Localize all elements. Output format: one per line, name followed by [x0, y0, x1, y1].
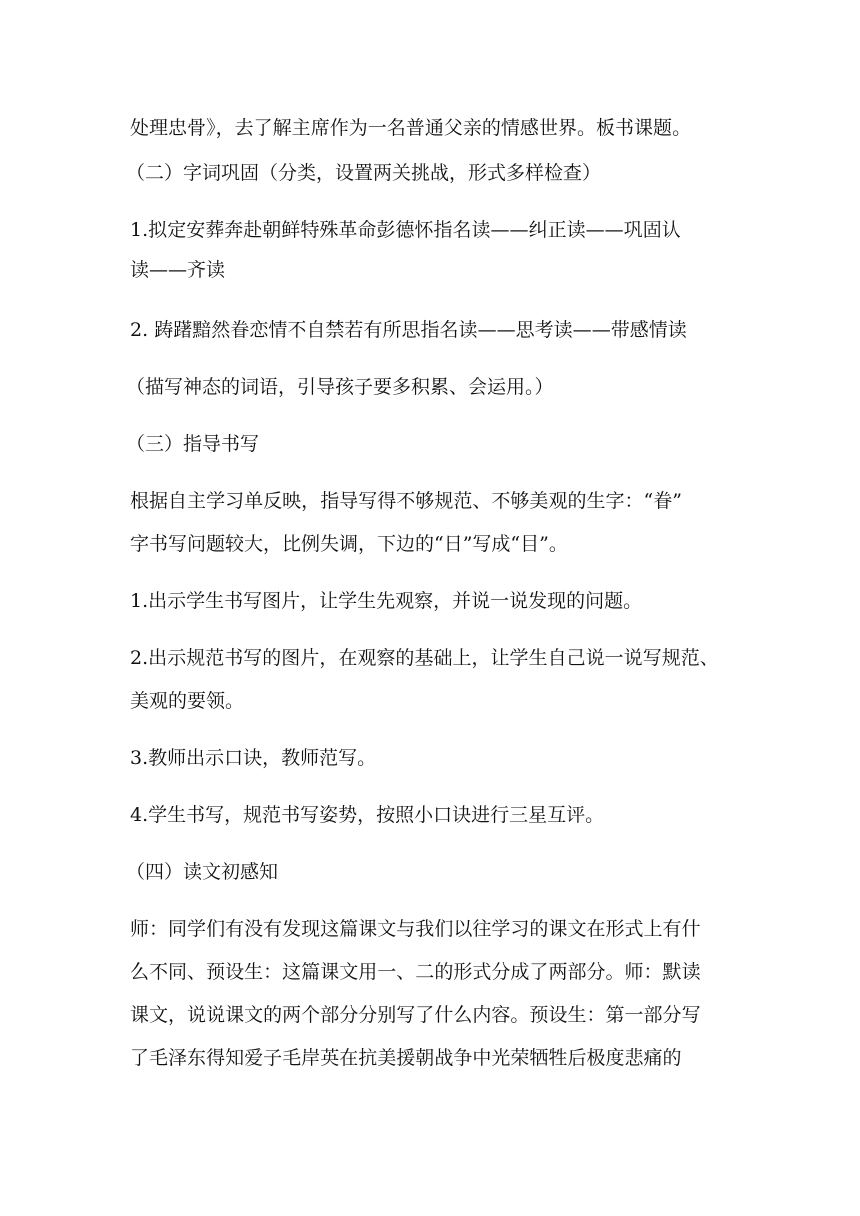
text-line: （描写神态的词语，引导孩子要多积累、会运用。）	[126, 376, 554, 398]
text-line: 根据自主学习单反映，指导写得不够规范、不够美观的生字：“眷”	[130, 490, 683, 512]
text-line: 2. 踌躇黯然眷恋情不自禁若有所思指名读——思考读——带感情读	[130, 319, 687, 341]
text-line: 了毛泽东得知爱子毛岸英在抗美援朝战争中光荣牺牲后极度悲痛的	[130, 1047, 682, 1069]
text-line: 1.拟定安葬奔赴朝鲜特殊革命彭德怀指名读——纠正读——巩固认	[130, 219, 681, 241]
section-heading: （四）读文初感知	[126, 861, 279, 883]
text-line: 处理忠骨》，去了解主席作为一名普通父亲的情感世界。板书课题。	[130, 117, 692, 139]
text-line: 师：同学们有没有发现这篇课文与我们以往学习的课文在形式上有什	[130, 918, 701, 940]
text-line: 读——齐读	[130, 259, 226, 281]
section-heading: （三）指导书写	[126, 433, 260, 455]
text-line: 3.教师出示口诀，教师范写。	[130, 747, 377, 769]
text-line: 美观的要领。	[130, 690, 245, 712]
text-line: 1.出示学生书写图片，让学生先观察，并说一说发现的问题。	[130, 590, 643, 612]
section-heading: （二）字词巩固（分类，设置两关挑战，形式多样检查）	[126, 162, 602, 184]
text-line: 2.出示规范书写的图片，在观察的基础上，让学生自己说一说写规范、	[130, 647, 719, 669]
text-line: 课文，说说课文的两个部分分别写了什么内容。预设生：第一部分写	[130, 1004, 701, 1026]
text-line: 字书写问题较大，比例失调，下边的“日”写成“目”。	[130, 533, 568, 555]
text-line: 么不同、预设生：这篇课文用一、二的形式分成了两部分。师：默读	[130, 961, 701, 983]
text-line: 4.学生书写，规范书写姿势，按照小口诀进行三星互评。	[130, 804, 605, 826]
